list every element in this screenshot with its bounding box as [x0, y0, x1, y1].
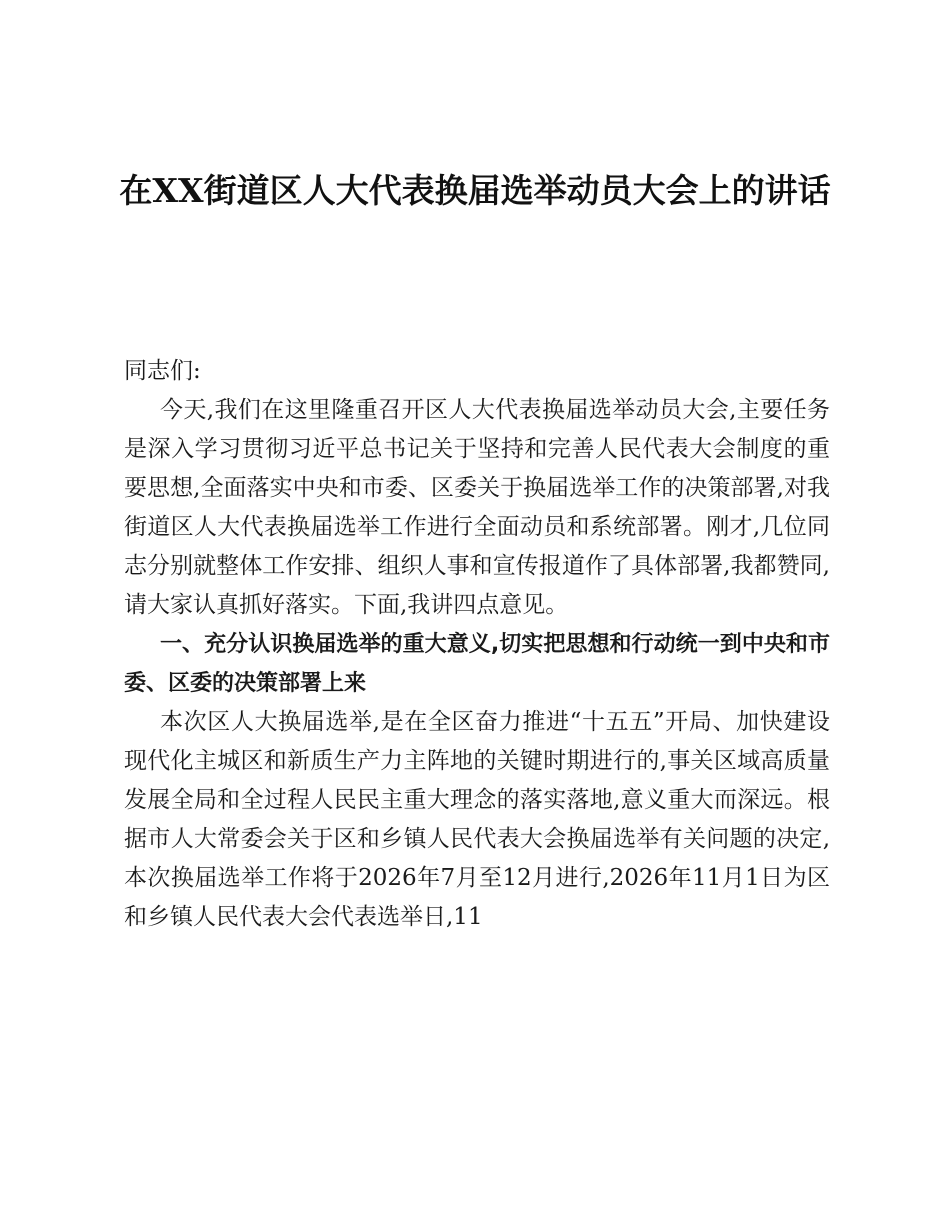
opening-paragraph: 今天,我们在这里隆重召开区人大代表换届选举动员大会,主要任务是深入学习贯彻习近平总书记关于坚持和完善人民代表大会制度的重要思想,全面落实中央和市委、区委关于换届选举工作的决策部署,对我街道区人大代表换届选举工作进行全面动员和系统部署。刚才,几位同志分别就整体工作安排、组织人事和宣传报道作了具体部署,我都赞同,请大家认真抓好落实。下面,我讲四点意见。	[124, 397, 830, 618]
salutation: 同志们:	[124, 358, 201, 384]
document-body	[124, 352, 830, 937]
document-title: 在XX街道区人大代表换届选举动员大会上的讲话	[119, 171, 831, 210]
section-heading-1: 一、充分认识换届选举的重大意义,切实把思想和行动统一到中央和市委、区委的决策部署上来	[124, 632, 830, 696]
section-paragraph-1: 本次区人大换届选举,是在全区奋力推进“十五五”开局、加快建设现代化主城区和新质生产力主阵地的关键时期进行的,事关区域高质量发展全局和全过程人民民主重大理念的落实落地,意义重大而深远。根据市人大常委会关于区和乡镇人民代表大会换届选举有关问题的决定,本次换届选举工作将于2026年7月至12月进行,2026年11月1日为区和乡镇人民代表大会代表选举日,11	[124, 709, 830, 930]
